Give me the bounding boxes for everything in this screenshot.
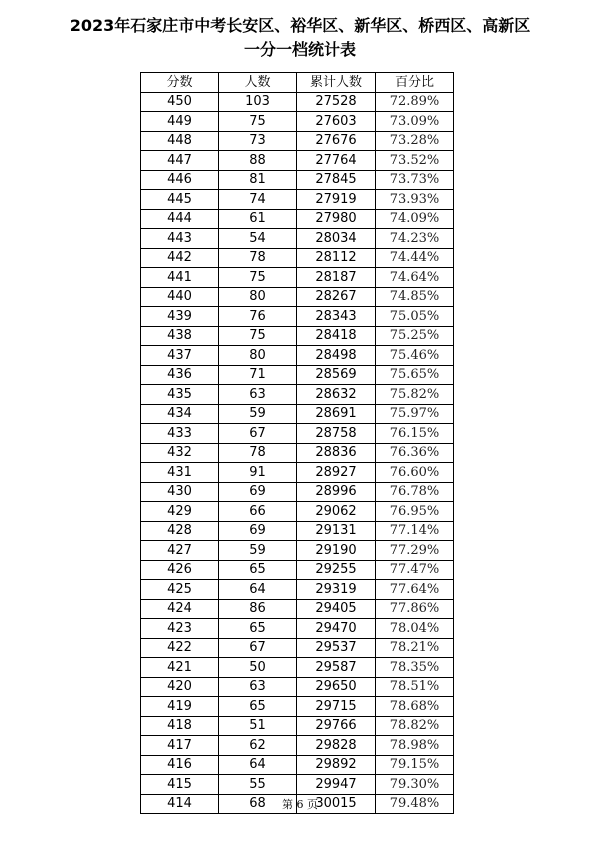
cell-count: 63	[219, 385, 297, 405]
cell-count: 81	[219, 170, 297, 190]
cell-cumulative: 29319	[297, 580, 376, 600]
cell-percent: 76.36%	[376, 443, 454, 463]
cell-percent: 74.23%	[376, 229, 454, 249]
cell-percent: 73.52%	[376, 151, 454, 171]
table-body	[141, 92, 454, 814]
table-row	[141, 268, 454, 288]
cell-percent: 74.64%	[376, 268, 454, 288]
cell-count: 51	[219, 716, 297, 736]
cell-count: 68	[219, 794, 297, 814]
cell-count: 88	[219, 151, 297, 171]
cell-percent: 78.04%	[376, 619, 454, 639]
cell-percent: 72.89%	[376, 92, 454, 112]
cell-score: 429	[141, 502, 219, 522]
cell-score: 446	[141, 170, 219, 190]
cell-cumulative: 28343	[297, 307, 376, 327]
cell-score: 434	[141, 404, 219, 424]
table-row	[141, 619, 454, 639]
cell-cumulative: 27980	[297, 209, 376, 229]
cell-score: 416	[141, 755, 219, 775]
cell-cumulative: 27919	[297, 190, 376, 210]
table-row	[141, 599, 454, 619]
cell-cumulative: 30015	[297, 794, 376, 814]
cell-count: 78	[219, 248, 297, 268]
cell-percent: 76.15%	[376, 424, 454, 444]
cell-cumulative: 27603	[297, 112, 376, 132]
cell-cumulative: 29190	[297, 541, 376, 561]
cell-score: 432	[141, 443, 219, 463]
cell-percent: 76.78%	[376, 482, 454, 502]
cell-count: 67	[219, 638, 297, 658]
cell-percent: 75.25%	[376, 326, 454, 346]
cell-score: 445	[141, 190, 219, 210]
cell-percent: 78.68%	[376, 697, 454, 717]
cell-score: 414	[141, 794, 219, 814]
table-row	[141, 736, 454, 756]
table-row	[141, 755, 454, 775]
document-subtitle: 一分一档统计表	[243, 40, 356, 59]
cell-cumulative: 28569	[297, 365, 376, 385]
table-row	[141, 463, 454, 483]
table-row	[141, 541, 454, 561]
cell-score: 439	[141, 307, 219, 327]
cell-score: 437	[141, 346, 219, 366]
cell-percent: 75.82%	[376, 385, 454, 405]
header-percent: 百分比	[376, 73, 454, 93]
cell-percent: 77.64%	[376, 580, 454, 600]
cell-score: 415	[141, 775, 219, 795]
cell-score: 436	[141, 365, 219, 385]
cell-score: 441	[141, 268, 219, 288]
cell-percent: 79.15%	[376, 755, 454, 775]
page-number: 第 6 页	[282, 798, 318, 811]
cell-cumulative: 28632	[297, 385, 376, 405]
cell-cumulative: 29766	[297, 716, 376, 736]
cell-percent: 77.29%	[376, 541, 454, 561]
cell-count: 74	[219, 190, 297, 210]
cell-score: 431	[141, 463, 219, 483]
cell-cumulative: 28691	[297, 404, 376, 424]
cell-score: 428	[141, 521, 219, 541]
cell-cumulative: 28498	[297, 346, 376, 366]
cell-score: 417	[141, 736, 219, 756]
cell-cumulative: 28418	[297, 326, 376, 346]
cell-score: 425	[141, 580, 219, 600]
table-row	[141, 638, 454, 658]
cell-count: 69	[219, 482, 297, 502]
cell-count: 67	[219, 424, 297, 444]
table-row	[141, 443, 454, 463]
cell-count: 75	[219, 112, 297, 132]
table-row	[141, 170, 454, 190]
cell-percent: 77.14%	[376, 521, 454, 541]
cell-cumulative: 27764	[297, 151, 376, 171]
cell-cumulative: 27676	[297, 131, 376, 151]
table-row	[141, 326, 454, 346]
cell-score: 440	[141, 287, 219, 307]
cell-percent: 75.97%	[376, 404, 454, 424]
header-score: 分数	[141, 73, 219, 93]
score-distribution-table	[140, 72, 454, 814]
cell-percent: 78.35%	[376, 658, 454, 678]
cell-score: 443	[141, 229, 219, 249]
cell-cumulative: 28758	[297, 424, 376, 444]
cell-percent: 76.95%	[376, 502, 454, 522]
cell-score: 448	[141, 131, 219, 151]
cell-count: 64	[219, 580, 297, 600]
table-row	[141, 385, 454, 405]
cell-score: 422	[141, 638, 219, 658]
table-row	[141, 248, 454, 268]
cell-percent: 78.98%	[376, 736, 454, 756]
cell-cumulative: 29131	[297, 521, 376, 541]
cell-score: 423	[141, 619, 219, 639]
header-count: 人数	[219, 73, 297, 93]
cell-cumulative: 29062	[297, 502, 376, 522]
cell-count: 59	[219, 541, 297, 561]
table-row	[141, 229, 454, 249]
cell-cumulative: 29650	[297, 677, 376, 697]
table-row	[141, 151, 454, 171]
cell-count: 64	[219, 755, 297, 775]
cell-count: 73	[219, 131, 297, 151]
cell-count: 86	[219, 599, 297, 619]
cell-count: 61	[219, 209, 297, 229]
cell-count: 75	[219, 268, 297, 288]
table-row	[141, 521, 454, 541]
cell-count: 80	[219, 346, 297, 366]
header-cumulative: 累计人数	[297, 73, 376, 93]
cell-percent: 73.09%	[376, 112, 454, 132]
cell-cumulative: 27845	[297, 170, 376, 190]
cell-percent: 73.73%	[376, 170, 454, 190]
table-row	[141, 404, 454, 424]
cell-score: 427	[141, 541, 219, 561]
table-row	[141, 424, 454, 444]
table-row	[141, 365, 454, 385]
table-row	[141, 658, 454, 678]
cell-score: 419	[141, 697, 219, 717]
cell-score: 426	[141, 560, 219, 580]
cell-percent: 78.21%	[376, 638, 454, 658]
cell-percent: 75.65%	[376, 365, 454, 385]
cell-percent: 74.09%	[376, 209, 454, 229]
cell-cumulative: 29470	[297, 619, 376, 639]
table-row	[141, 580, 454, 600]
cell-cumulative: 29537	[297, 638, 376, 658]
cell-score: 420	[141, 677, 219, 697]
document-title: 2023年石家庄市中考长安区、裕华区、新华区、桥西区、高新区	[69, 16, 531, 35]
cell-score: 438	[141, 326, 219, 346]
table-row	[141, 677, 454, 697]
table-row	[141, 775, 454, 795]
table-row	[141, 502, 454, 522]
cell-count: 54	[219, 229, 297, 249]
cell-cumulative: 28187	[297, 268, 376, 288]
cell-score: 447	[141, 151, 219, 171]
cell-percent: 78.51%	[376, 677, 454, 697]
cell-cumulative: 27528	[297, 92, 376, 112]
cell-cumulative: 29715	[297, 697, 376, 717]
cell-percent: 77.47%	[376, 560, 454, 580]
cell-count: 55	[219, 775, 297, 795]
cell-score: 418	[141, 716, 219, 736]
table-row	[141, 131, 454, 151]
cell-percent: 76.60%	[376, 463, 454, 483]
cell-score: 449	[141, 112, 219, 132]
cell-count: 80	[219, 287, 297, 307]
cell-cumulative: 28112	[297, 248, 376, 268]
cell-score: 444	[141, 209, 219, 229]
cell-count: 91	[219, 463, 297, 483]
table-row	[141, 697, 454, 717]
cell-cumulative: 29587	[297, 658, 376, 678]
cell-percent: 74.85%	[376, 287, 454, 307]
cell-percent: 79.30%	[376, 775, 454, 795]
cell-cumulative: 29947	[297, 775, 376, 795]
cell-score: 450	[141, 92, 219, 112]
cell-count: 65	[219, 560, 297, 580]
table-row	[141, 346, 454, 366]
table-row	[141, 92, 454, 112]
cell-cumulative: 29255	[297, 560, 376, 580]
cell-cumulative: 29892	[297, 755, 376, 775]
cell-score: 424	[141, 599, 219, 619]
cell-score: 442	[141, 248, 219, 268]
table-row	[141, 209, 454, 229]
cell-count: 71	[219, 365, 297, 385]
cell-count: 59	[219, 404, 297, 424]
table-row	[141, 307, 454, 327]
cell-count: 69	[219, 521, 297, 541]
cell-percent: 74.44%	[376, 248, 454, 268]
cell-count: 50	[219, 658, 297, 678]
cell-score: 433	[141, 424, 219, 444]
cell-score: 430	[141, 482, 219, 502]
cell-percent: 77.86%	[376, 599, 454, 619]
cell-percent: 73.93%	[376, 190, 454, 210]
cell-percent: 79.48%	[376, 794, 454, 814]
cell-count: 65	[219, 697, 297, 717]
cell-count: 65	[219, 619, 297, 639]
cell-percent: 75.46%	[376, 346, 454, 366]
cell-cumulative: 28034	[297, 229, 376, 249]
table-row	[141, 560, 454, 580]
cell-count: 62	[219, 736, 297, 756]
cell-count: 78	[219, 443, 297, 463]
cell-percent: 78.82%	[376, 716, 454, 736]
cell-count: 75	[219, 326, 297, 346]
cell-count: 63	[219, 677, 297, 697]
cell-percent: 75.05%	[376, 307, 454, 327]
cell-count: 76	[219, 307, 297, 327]
table-row	[141, 716, 454, 736]
cell-cumulative: 29405	[297, 599, 376, 619]
cell-count: 103	[219, 92, 297, 112]
table-row	[141, 112, 454, 132]
cell-score: 421	[141, 658, 219, 678]
table-row	[141, 287, 454, 307]
cell-cumulative: 28267	[297, 287, 376, 307]
cell-cumulative: 29828	[297, 736, 376, 756]
table-row	[141, 190, 454, 210]
table-header-row	[141, 73, 454, 93]
cell-percent: 73.28%	[376, 131, 454, 151]
cell-score: 435	[141, 385, 219, 405]
cell-count: 66	[219, 502, 297, 522]
cell-cumulative: 28996	[297, 482, 376, 502]
cell-cumulative: 28836	[297, 443, 376, 463]
cell-cumulative: 28927	[297, 463, 376, 483]
table-row	[141, 482, 454, 502]
